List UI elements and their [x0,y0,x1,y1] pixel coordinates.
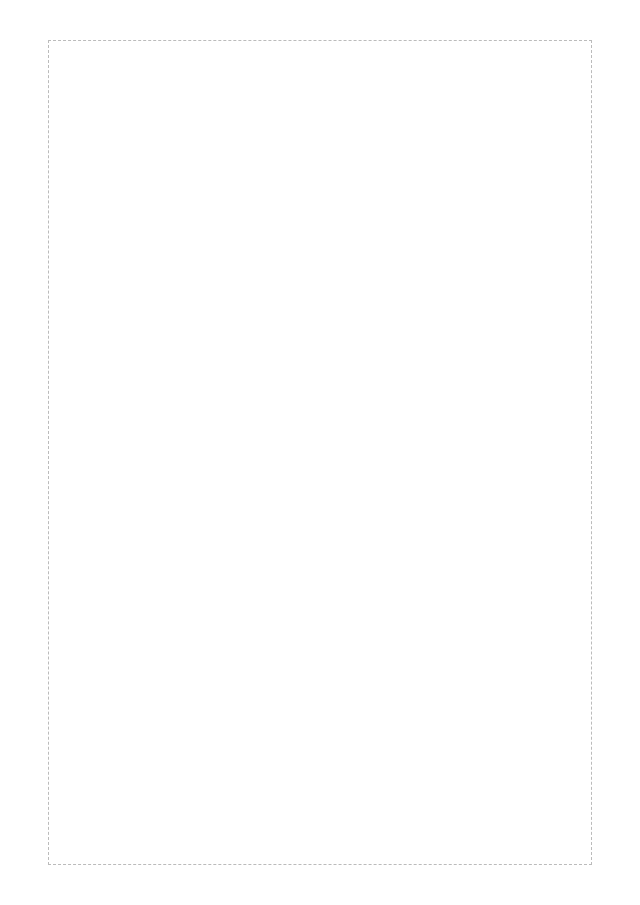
content-placeholder [48,40,592,865]
